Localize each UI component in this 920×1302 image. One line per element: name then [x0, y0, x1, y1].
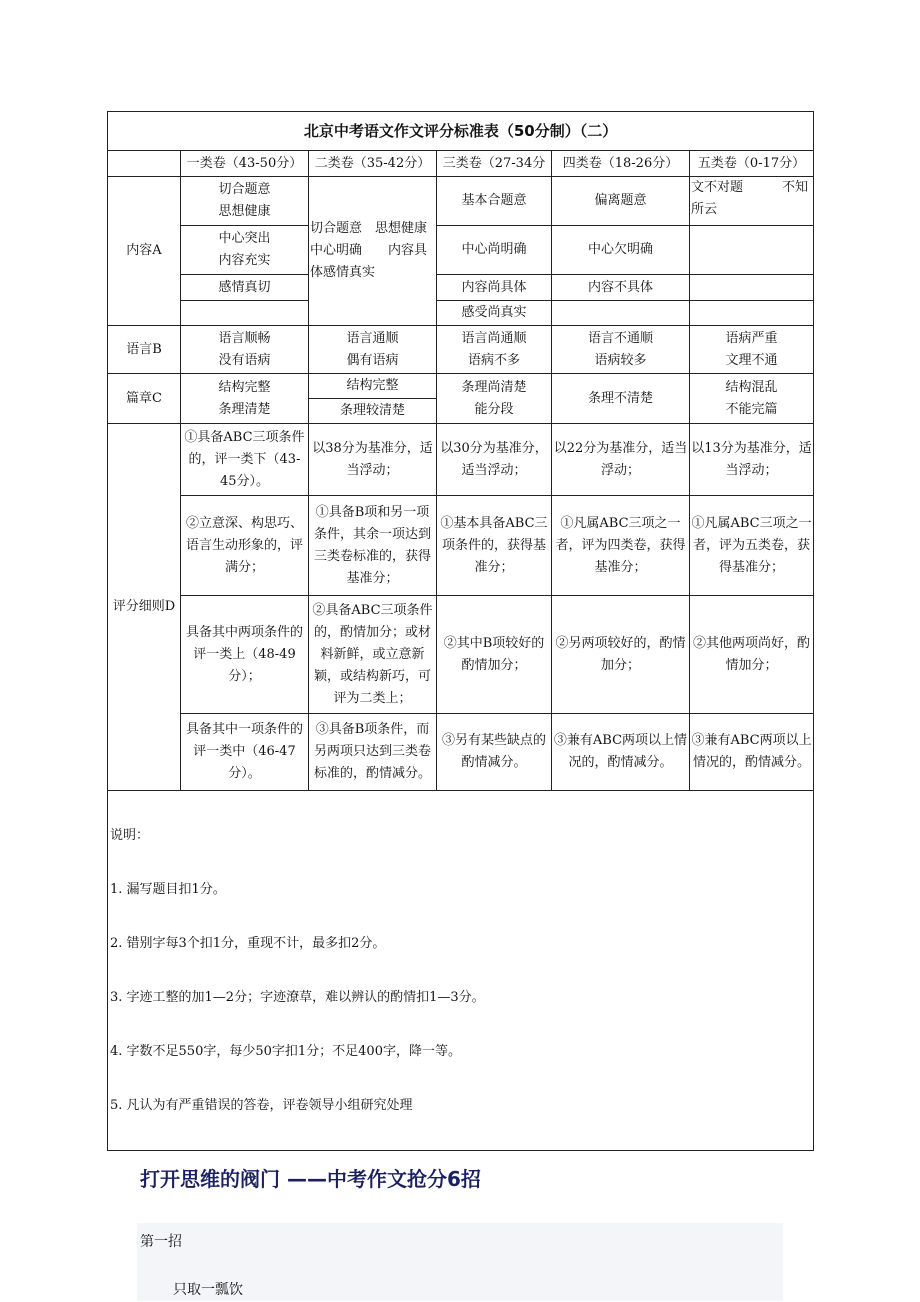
- article-heading: 打开思维的阀门 ——中考作文抢分6招: [140, 1167, 481, 1191]
- header-cell: 一类卷（43-50分）: [181, 151, 309, 177]
- cell: 以13分为基准分，适当浮动；: [690, 424, 814, 496]
- header-cell: [108, 151, 181, 177]
- cell: ②另两项较好的，酌情加分；: [552, 596, 690, 714]
- cell: 文不对题 不知 所云: [690, 177, 814, 226]
- row-label-language: 语言B: [108, 326, 181, 374]
- cell: [690, 226, 814, 275]
- cell: 语言不通顺 语病较多: [552, 326, 690, 374]
- cell: 结构混乱 不能完篇: [690, 374, 814, 424]
- cell: 中心尚明确: [437, 226, 552, 275]
- notes-cell: [108, 791, 814, 1151]
- header-cell: 三类卷（27-34分: [437, 151, 552, 177]
- section-label: 第一招: [140, 1234, 182, 1250]
- cell: ②其中B项较好的酌情加分；: [437, 596, 552, 714]
- cell: 以38分为基准分，适当浮动；: [309, 424, 437, 496]
- cell: ③具备B项条件，而另两项只达到三类卷标准的，酌情减分。: [309, 714, 437, 791]
- cell: 切合题意 思想健康 中心明确 内容具 体感情真实: [309, 177, 437, 326]
- row-label-structure: 篇章C: [108, 374, 181, 424]
- cell: ③兼有ABC两项以上情况的，酌情减分。: [552, 714, 690, 791]
- cell: 感情真切: [181, 275, 309, 301]
- cell: [181, 301, 309, 326]
- cell: 结构完整 条理清楚: [181, 374, 309, 424]
- cell: 语言尚通顺 语病不多: [437, 326, 552, 374]
- cell: 语病严重 文理不通: [690, 326, 814, 374]
- cell: 条理较清楚: [309, 399, 437, 424]
- cell: ①凡属ABC三项之一者，评为五类卷，获得基准分；: [690, 496, 814, 596]
- note-item: 4. 字数不足550字，每少50字扣1分；不足400字，降一等。: [110, 1044, 461, 1059]
- note-item: 2. 错别字每3个扣1分，重现不计，最多扣2分。: [110, 936, 386, 951]
- cell: 内容不具体: [552, 275, 690, 301]
- header-cell: 二类卷（35-42分）: [309, 151, 437, 177]
- section-subtitle: 只取一瓢饮: [173, 1282, 243, 1298]
- cell: 内容尚具体: [437, 275, 552, 301]
- cell: ②其他两项尚好，酌情加分；: [690, 596, 814, 714]
- notes-heading: 说明：: [110, 828, 150, 843]
- cell: 偏离题意: [552, 177, 690, 226]
- section-box: [137, 1223, 783, 1301]
- cell: [690, 301, 814, 326]
- cell: 语言顺畅 没有语病: [181, 326, 309, 374]
- scoring-table: [107, 111, 814, 1151]
- cell: [552, 301, 690, 326]
- cell: ③另有某些缺点的酌情减分。: [437, 714, 552, 791]
- cell: 具备其中两项条件的评一类上（48-49分）；: [181, 596, 309, 714]
- cell: 切合题意 思想健康: [181, 177, 309, 226]
- cell: 中心突出 内容充实: [181, 226, 309, 275]
- cell: ①具备ABC三项条件的，评一类下（43-45分）。: [181, 424, 309, 496]
- cell: 条理不清楚: [552, 374, 690, 424]
- header-cell: 五类卷（0-17分）: [690, 151, 814, 177]
- cell: 具备其中一项条件的评一类中（46-47分）。: [181, 714, 309, 791]
- cell: 以22分为基准分，适当浮动；: [552, 424, 690, 496]
- table-title: 北京中考语文作文评分标准表（50分制）（二）: [108, 112, 814, 151]
- cell: ②立意深、构思巧、语言生动形象的，评满分；: [181, 496, 309, 596]
- cell: 条理尚清楚 能分段: [437, 374, 552, 424]
- cell: [690, 275, 814, 301]
- cell: ②具备ABC三项条件的，酌情加分；或材料新鲜，或立意新颖，或结构新巧，可评为二类上；: [309, 596, 437, 714]
- cell: 感受尚真实: [437, 301, 552, 326]
- cell: 基本合题意: [437, 177, 552, 226]
- cell: 以30分为基准分，适当浮动；: [437, 424, 552, 496]
- cell: ①具备B项和另一项条件，其余一项达到三类卷标准的，获得基准分；: [309, 496, 437, 596]
- note-item: 1. 漏写题目扣1分。: [110, 882, 226, 897]
- cell: 语言通顺 偶有语病: [309, 326, 437, 374]
- row-label-detail: 评分细则D: [108, 424, 181, 791]
- cell: ③兼有ABC两项以上情况的，酌情减分。: [690, 714, 814, 791]
- header-cell: 四类卷（18-26分）: [552, 151, 690, 177]
- cell: 结构完整: [309, 374, 437, 399]
- cell: ①凡属ABC三项之一者，评为四类卷，获得基准分；: [552, 496, 690, 596]
- note-item: 5. 凡认为有严重错误的答卷，评卷领导小组研究处理: [110, 1098, 413, 1113]
- note-item: 3. 字迹工整的加1—2分；字迹潦草，难以辨认的酌情扣1—3分。: [110, 990, 485, 1005]
- cell: ①基本具备ABC三项条件的，获得基准分；: [437, 496, 552, 596]
- row-label-content: 内容A: [108, 177, 181, 326]
- cell: 中心欠明确: [552, 226, 690, 275]
